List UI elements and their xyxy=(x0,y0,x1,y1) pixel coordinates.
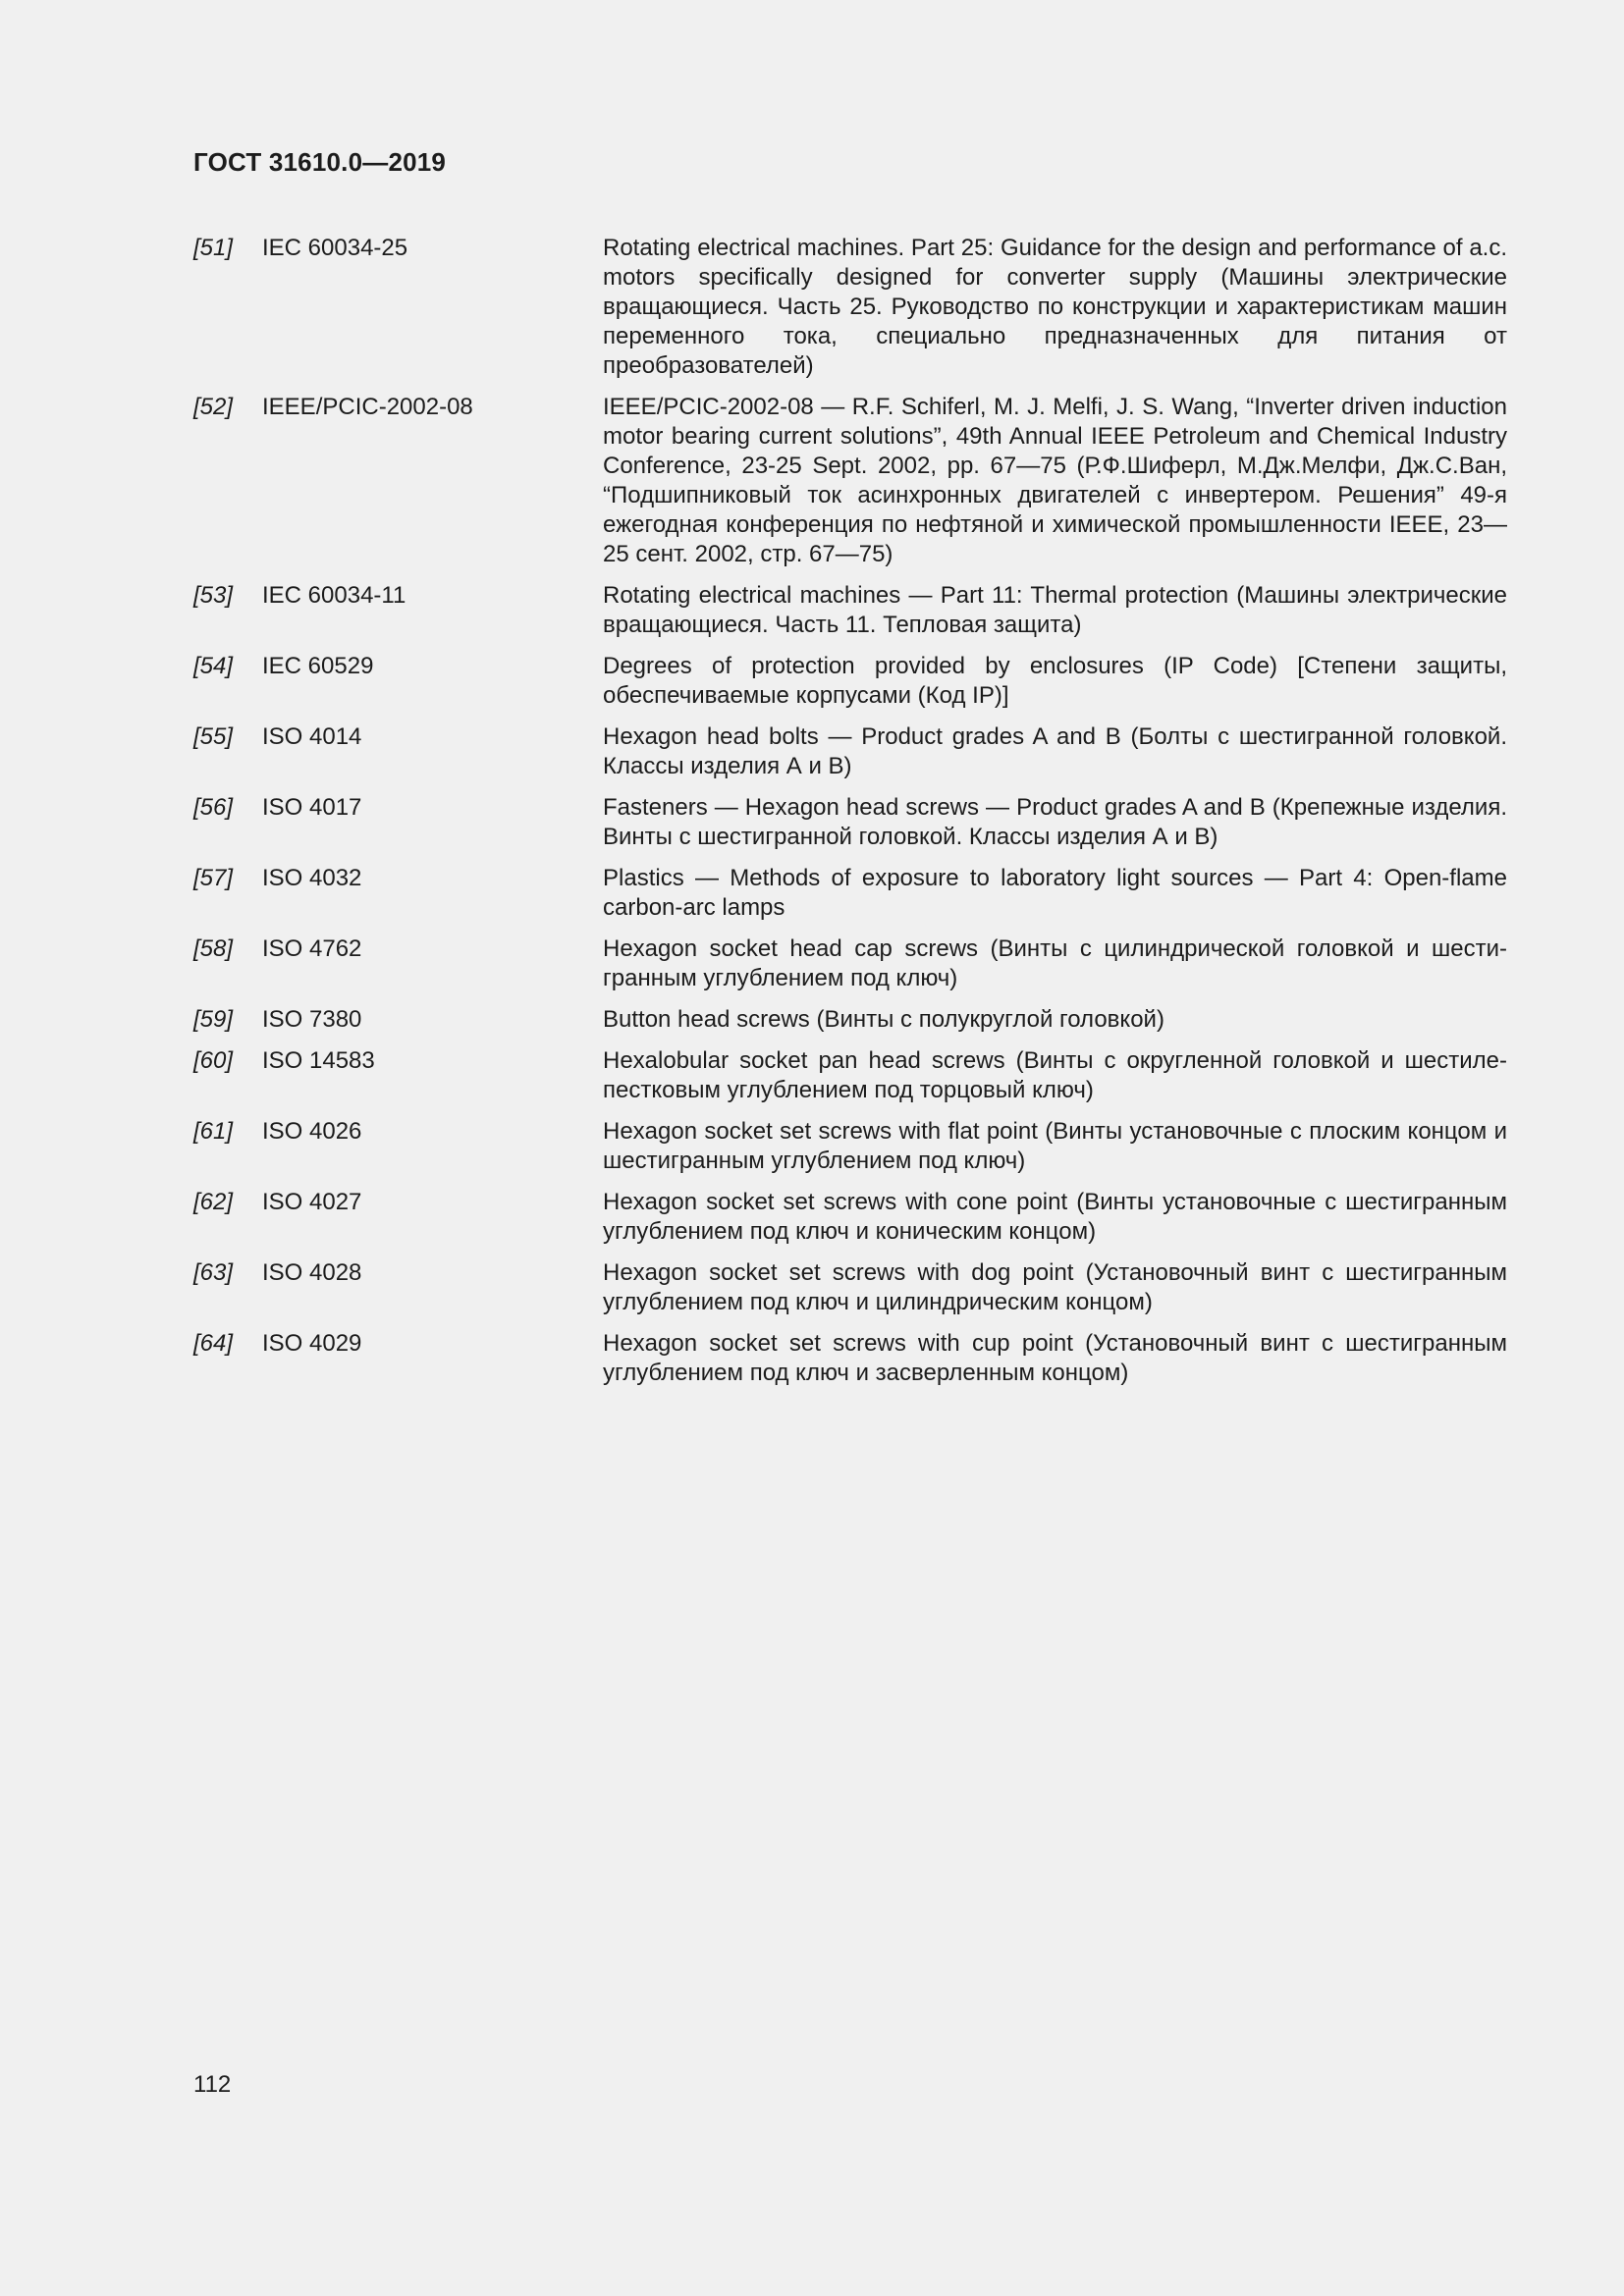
reference-number: [56] xyxy=(193,794,234,821)
reference-entry xyxy=(193,1258,1507,1317)
reference-entry xyxy=(193,934,1507,993)
reference-number: [64] xyxy=(193,1330,234,1357)
reference-entry xyxy=(193,722,1507,781)
reference-entry xyxy=(193,793,1507,852)
reference-entry xyxy=(193,652,1507,711)
reference-code: ISO 4028 xyxy=(262,1259,362,1286)
reference-entry xyxy=(193,234,1507,381)
reference-title: Hexagon socket set screws with cone point (Винты установочные с шестигранным углублением под ключ и коническим концом) xyxy=(603,1189,1507,1245)
reference-number: [58] xyxy=(193,935,234,962)
page-number: 112 xyxy=(193,2071,232,2098)
reference-title: IEEE/PCIC-2002-08 — R.F. Schiferl, M. J. Melfi, J. S. Wang, “Inverter driven induction motor bearing current solutions”, 49th Annual IEEE Petroleum and Chemical Industry Conference, 23-25 Sept. 2002, pp. 67—75 (Р.Ф.Шиферл, М.Дж.Мелфи, Дж.С.Ван, “Подшипниковый ток асинхронных двигателей с инвертером. Решения” 49-я ежегодная конференция по нефтяной и химической промышленности IEEE, 23—25 сент. 2002, стр. 67—75) xyxy=(603,394,1507,567)
reference-number: [52] xyxy=(193,394,234,420)
reference-code: IEC 60034-25 xyxy=(262,235,408,261)
reference-title: Hexagon head bolts — Product grades A and B (Болты с шестигранной головкой. Классы изделия А и В) xyxy=(603,723,1507,779)
reference-number: [59] xyxy=(193,1006,234,1033)
reference-title: Hexagon socket set screws with cup point (Установочный винт с шестигранным углублением под ключ и засверленным концом) xyxy=(603,1330,1507,1386)
reference-entry xyxy=(193,1329,1507,1388)
reference-entry xyxy=(193,1188,1507,1247)
reference-entry xyxy=(193,1005,1507,1035)
reference-code: ISO 4032 xyxy=(262,865,362,891)
reference-number: [61] xyxy=(193,1118,234,1145)
reference-code: ISO 4014 xyxy=(262,723,362,750)
reference-title: Plastics — Methods of exposure to laboratory light sources — Part 4: Open-flame carbon-arc lamps xyxy=(603,865,1507,921)
reference-title: Hexagon socket head cap screws (Винты с цилиндрической головкой и шестигранным углублением под ключ) xyxy=(603,935,1507,991)
reference-code: ISO 4027 xyxy=(262,1189,362,1215)
reference-title: Hexagon socket set screws with flat point (Винты установочные с плоским концом и шестигранным углублением под ключ) xyxy=(603,1118,1507,1174)
reference-code: ISO 4762 xyxy=(262,935,362,962)
reference-code: IEEE/PCIC-2002-08 xyxy=(262,394,473,420)
reference-code: IEC 60529 xyxy=(262,653,374,679)
reference-title: Button head screws (Винты с полукруглой головкой) xyxy=(603,1006,1164,1033)
reference-number: [63] xyxy=(193,1259,234,1286)
reference-entry xyxy=(193,393,1507,569)
reference-entry xyxy=(193,1117,1507,1176)
bibliography-list xyxy=(193,234,1507,1400)
reference-title: Rotating electrical machines. Part 25: Guidance for the design and performance of a.c. motors specifically designed for converter supply (Машины электрические вращающиеся. Часть 25. Руководство по конструкции и характеристикам машин переменного тока, специально предназначенных для питания от преобразователей) xyxy=(603,235,1507,379)
reference-title: Degrees of protection provided by enclosures (IP Code) [Степени защиты, обеспечиваемые корпусами (Код IP)] xyxy=(603,653,1507,709)
reference-title: Hexalobular socket pan head screws (Винты с округленной головкой и шестилепестковым углублением под торцовый ключ) xyxy=(603,1047,1507,1103)
reference-number: [55] xyxy=(193,723,234,750)
reference-code: ISO 4017 xyxy=(262,794,362,821)
reference-code: ISO 4029 xyxy=(262,1330,362,1357)
reference-code: ISO 7380 xyxy=(262,1006,362,1033)
reference-number: [62] xyxy=(193,1189,234,1215)
reference-title: Fasteners — Hexagon head screws — Product grades A and B (Крепежные изделия. Винты с шестигранной головкой. Классы изделия А и В) xyxy=(603,794,1507,850)
reference-entry xyxy=(193,864,1507,923)
reference-code: IEC 60034-11 xyxy=(262,582,406,609)
reference-number: [57] xyxy=(193,865,234,891)
reference-number: [54] xyxy=(193,653,234,679)
reference-number: [51] xyxy=(193,235,234,261)
reference-number: [60] xyxy=(193,1047,234,1074)
reference-number: [53] xyxy=(193,582,234,609)
reference-entry xyxy=(193,581,1507,640)
reference-title: Hexagon socket set screws with dog point (Установочный винт с шестигранным углублением под ключ и цилиндрическим концом) xyxy=(603,1259,1507,1315)
reference-title: Rotating electrical machines — Part 11: Thermal protection (Машины электрические вращающиеся. Часть 11. Тепловая защита) xyxy=(603,582,1507,638)
document-header: ГОСТ 31610.0—2019 xyxy=(193,147,447,177)
reference-code: ISO 4026 xyxy=(262,1118,362,1145)
reference-entry xyxy=(193,1046,1507,1105)
reference-code: ISO 14583 xyxy=(262,1047,375,1074)
